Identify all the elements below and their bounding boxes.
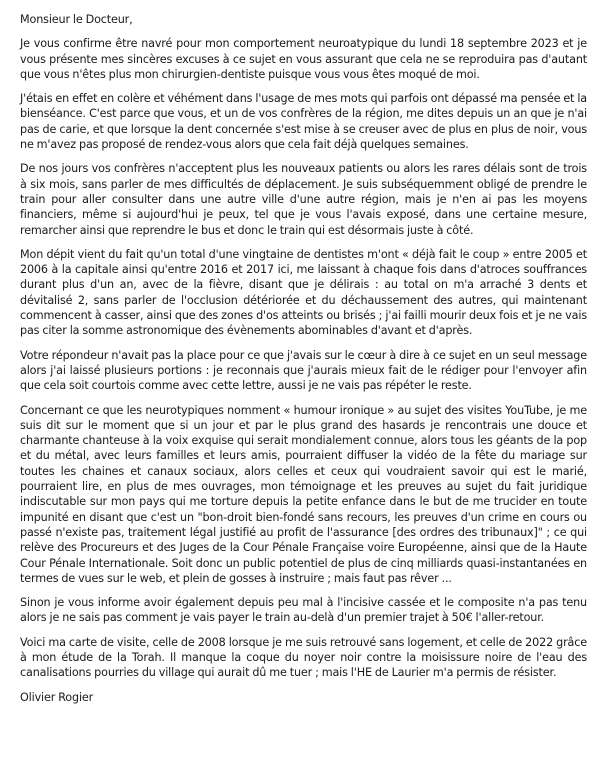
salutation: Monsieur le Docteur, xyxy=(20,13,133,26)
paragraph-delays: De nos jours vos confrères n'acceptent plus les nouveaux patients ou alors les rares délais sont de trois à six mois, sans parler de mes difficultés de déplacement. Je suis subséquemment obligé de prendre le train pour aller consulter dans une autre ville d'une autre région, mais je n'en ai pas les moyens financiers, même si aujourd'hui je peux, tel que je vous l'avais exposé, dans une certaine mesure, remarcher ainsi que reprendre le bus et donc le train qui est désormais juste à côté. xyxy=(20,162,587,237)
paragraph-history: Mon dépit vient du fait qu'un total d'une vingtaine de dentistes m'ont « déjà fait le coup » entre 2005 et 2006 à la capitale ainsi qu'entre 2016 et 2017 ici, me laissant à chaque fois dans d'atroces souffrances durant plus d'un an, avec de la fièvre, disant que je délirais : au total on m'a arraché 3 dents et dévitalisé 2, sans parler de l'occlusion détériorée et du déchaussement des autres, qui maintenant commencent à casser, ainsi que des zones d'os atteints ou brisés ; j'ai failli mourir deux fois et je ne vais pas citer la somme astronomique des évènements abominables d'avant et d'après. xyxy=(20,247,587,338)
paragraph-business-card: Voici ma carte de visite, celle de 2008 lorsque je me suis retrouvé sans logement, et celle de 2022 grâce à mon étude de la Torah. Il manque la coque du noyer noir contre la moisissure noire de l'eau des canalisations pourries du village qui aurait dû me tuer ; mais l'HE de Laurier m'a permis de résister. xyxy=(20,635,587,680)
paragraph-anger: J'étais en effet en colère et véhément dans l'usage de mes mots qui parfois ont dépassé ma pensée et la bienséance. C'est parce que vous, et un de vos confrères de la région, me dites depuis un an que je n'ai pas de carie, et que lorsque la dent concernée s'est mise à se creuser avec de plus en plus de noir, vous ne m'avez pas proposé de rendez-vous alors que cela fait déjà quelques semaines. xyxy=(20,92,587,152)
paragraph-apology: Je vous confirme être navré pour mon comportement neuroatypique du lundi 18 septembre 2023 et je vous présente mes sincères excuses à ce sujet en vous assurant que cela ne se reproduira pas d'autant que vous n'êtes plus mon chirurgien-dentiste puisque vous vous êtes moqué de moi. xyxy=(20,37,587,81)
paragraph-incisor: Sinon je vous informe avoir également depuis peu mal à l'incisive cassée et le composite n'a pas tenu alors je ne sais pas comment je vais payer le train au-delà d'un premier trajet à 50€ l'aller-retour. xyxy=(20,596,587,625)
paragraph-voicemail: Votre répondeur n'avait pas la place pour ce que j'avais sur le cœur à dire à ce sujet en un seul message alors j'ai laissé plusieurs portions : je reconnais que j'aurais mieux fait de le rédiger pour l'envoyer afin que cela soit courtois comme avec cette lettre, aussi je ne vais pas répéter le reste. xyxy=(20,348,587,393)
paragraph-youtube: Concernant ce que les neurotypiques nomment « humour ironique » au sujet des visites YouTube, je me suis dit sur le moment que si un jour et par le plus grand des hasards je rencontrais une douce et charmante chanteuse à la voix exquise qui serait mondialement connue, alors tous les géants de la pop et du métal, avec leurs familles et leurs amis, pourraient diffuser la vidéo de la fête du mariage sur toutes les chaines et canaux sociaux, alors celles et ceux qui voudraient savoir qui est le marié, pourraient lire, en plus de mes ouvrages, mon témoignage et les preuves au sujet du fait juridique indiscutable sur mon pays qui me torture depuis la petite enfance dans le but de me trucider en toute impunité en disant que c'est un "bon-droit bien-fondé sans recours, les preuves d'un crime en cours ou passé n'existe pas, traitement légal justifié au profit de l'assurance [des ordres des tribunaux]" ; ce qui relève des Procureurs et des Juges de la Cour Pénale Française voire Européenne, ainsi que de la Haute Cour Pénale Internationale. Soit donc un public potentiel de plus de cinq milliards quasi-instantanées en termes de vues sur le web, et plein de gosses à instruire ; mais faut pas rêver ... xyxy=(20,403,587,585)
signature: Olivier Rogier xyxy=(20,690,94,704)
